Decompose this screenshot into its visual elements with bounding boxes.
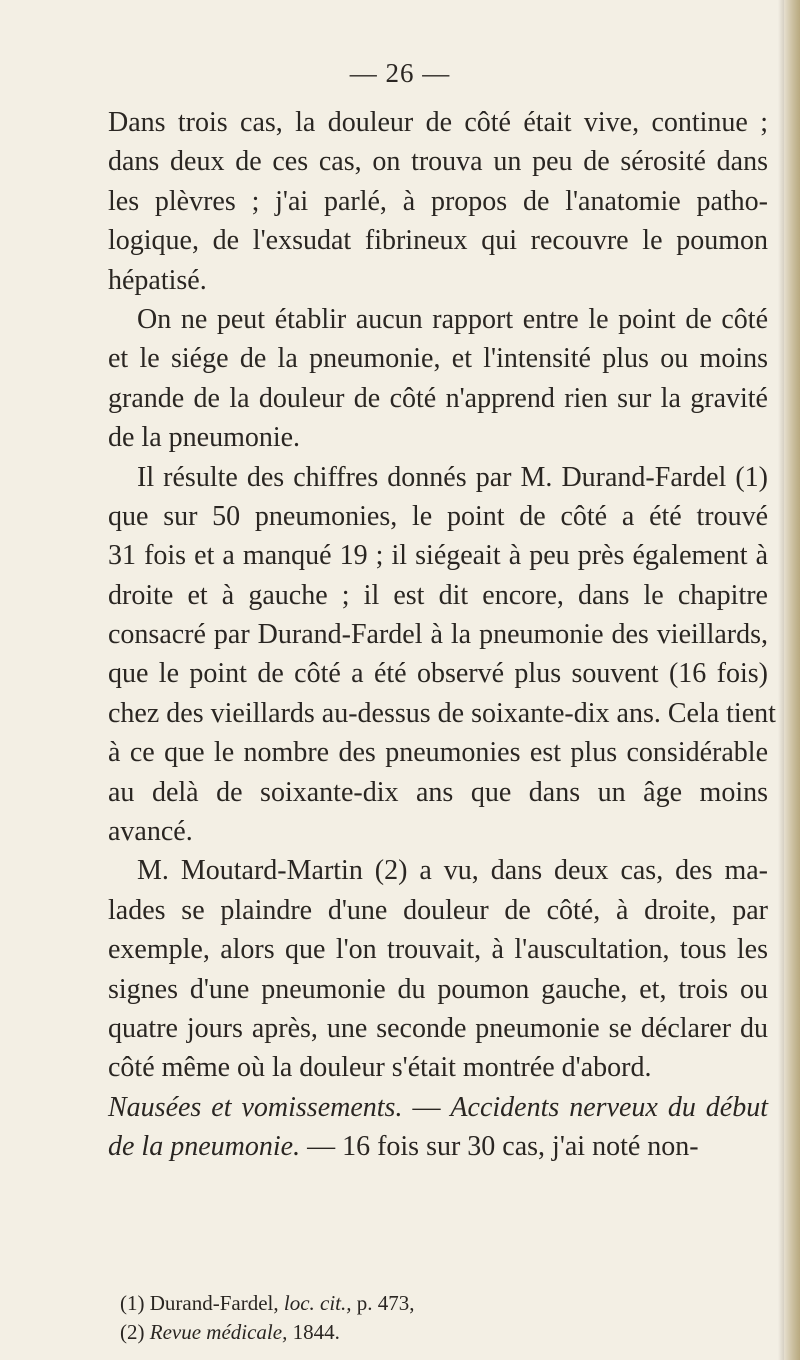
italic-heading-pneumonie: de la pneumonie. xyxy=(108,1131,301,1163)
text-line: logique, de l'exsudat fibrineux qui recouvre le poumon xyxy=(108,225,768,257)
heading-dash: — xyxy=(402,1091,451,1123)
page-edge-shadow xyxy=(778,0,784,1360)
text-line: On ne peut établir aucun rapport entre le point de côté xyxy=(137,303,768,335)
text-line: les plèvres ; j'ai parlé, à propos de l'anatomie patho- xyxy=(108,185,768,217)
page-number: — 26 — xyxy=(349,58,451,88)
italic-heading-accidents: Accidents nerveux du début xyxy=(450,1091,769,1123)
text-line: hépatisé. xyxy=(108,264,207,296)
text-line: exemple, alors que l'on trouvait, à l'auscultation, tous les xyxy=(108,934,768,966)
body-text xyxy=(108,103,776,1167)
text-line: grande de la douleur de côté n'apprend rien sur la gravité xyxy=(108,382,768,414)
footnote-number: (2) xyxy=(120,1320,145,1344)
text-line: M. Moutard-Martin (2) a vu, dans deux cas, des ma- xyxy=(137,855,768,887)
text-line: au delà de soixante-dix ans que dans un âge moins xyxy=(108,776,768,808)
text-line-italic-heading xyxy=(108,1088,768,1127)
footnote-ref: Revue médicale, xyxy=(149,1320,288,1344)
text-line: signes d'une pneumonie du poumon gauche, et, trois ou xyxy=(108,973,768,1005)
text-line: 31 fois et a manqué 19 ; il siégeait à peu près également à xyxy=(108,540,768,572)
footnote-year: 1844. xyxy=(292,1320,340,1344)
footnote-2 xyxy=(120,1318,680,1347)
text-line: lades se plaindre d'une douleur de côté, à droite, par xyxy=(108,894,768,926)
footnote-ref: loc. cit., xyxy=(283,1291,352,1315)
footnote-page: p. 473, xyxy=(356,1291,415,1315)
italic-heading-nausees: Nausées et vomissements. xyxy=(108,1091,403,1123)
text-line: que sur 50 pneumonies, le point de côté a été trouvé xyxy=(108,500,768,532)
text-line: dans deux de ces cas, on trouva un peu de sérosité dans xyxy=(108,146,768,178)
text-line-last xyxy=(108,1127,768,1166)
text-line: côté même où la douleur s'était montrée d'abord. xyxy=(108,1052,652,1084)
text-line: quatre jours après, une seconde pneumonie se déclarer du xyxy=(108,1012,768,1044)
text-line: que le point de côté a été observé plus souvent (16 fois) xyxy=(108,658,768,690)
text-line: droite et à gauche ; il est dit encore, dans le chapitre xyxy=(108,579,768,611)
text-line: de la pneumonie. xyxy=(108,422,301,454)
text-line: avancé. xyxy=(108,816,193,848)
text-line: Dans trois cas, la douleur de côté était vive, continue ; xyxy=(108,107,768,138)
footnote-1 xyxy=(120,1289,680,1318)
page-edge xyxy=(784,0,800,1360)
footnotes xyxy=(120,1289,680,1347)
text-line: consacré par Durand-Fardel à la pneumonie des vieillards, xyxy=(108,619,768,651)
text-line: chez des vieillards au-dessus de soixante-dix ans. Cela tient xyxy=(108,697,776,729)
text-line: à ce que le nombre des pneumonies est plus considérable xyxy=(108,737,768,769)
footnote-number: (1) xyxy=(120,1291,145,1315)
footnote-author: Durand-Fardel, xyxy=(149,1291,279,1315)
paragraph-lines xyxy=(108,103,776,1088)
text-line: et le siége de la pneumonie, et l'intensité plus ou moins xyxy=(108,343,768,375)
text-line: Il résulte des chiffres donnés par M. Durand-Fardel (1) xyxy=(137,461,768,493)
last-line-text: — 16 fois sur 30 cas, j'ai noté non- xyxy=(300,1131,699,1163)
